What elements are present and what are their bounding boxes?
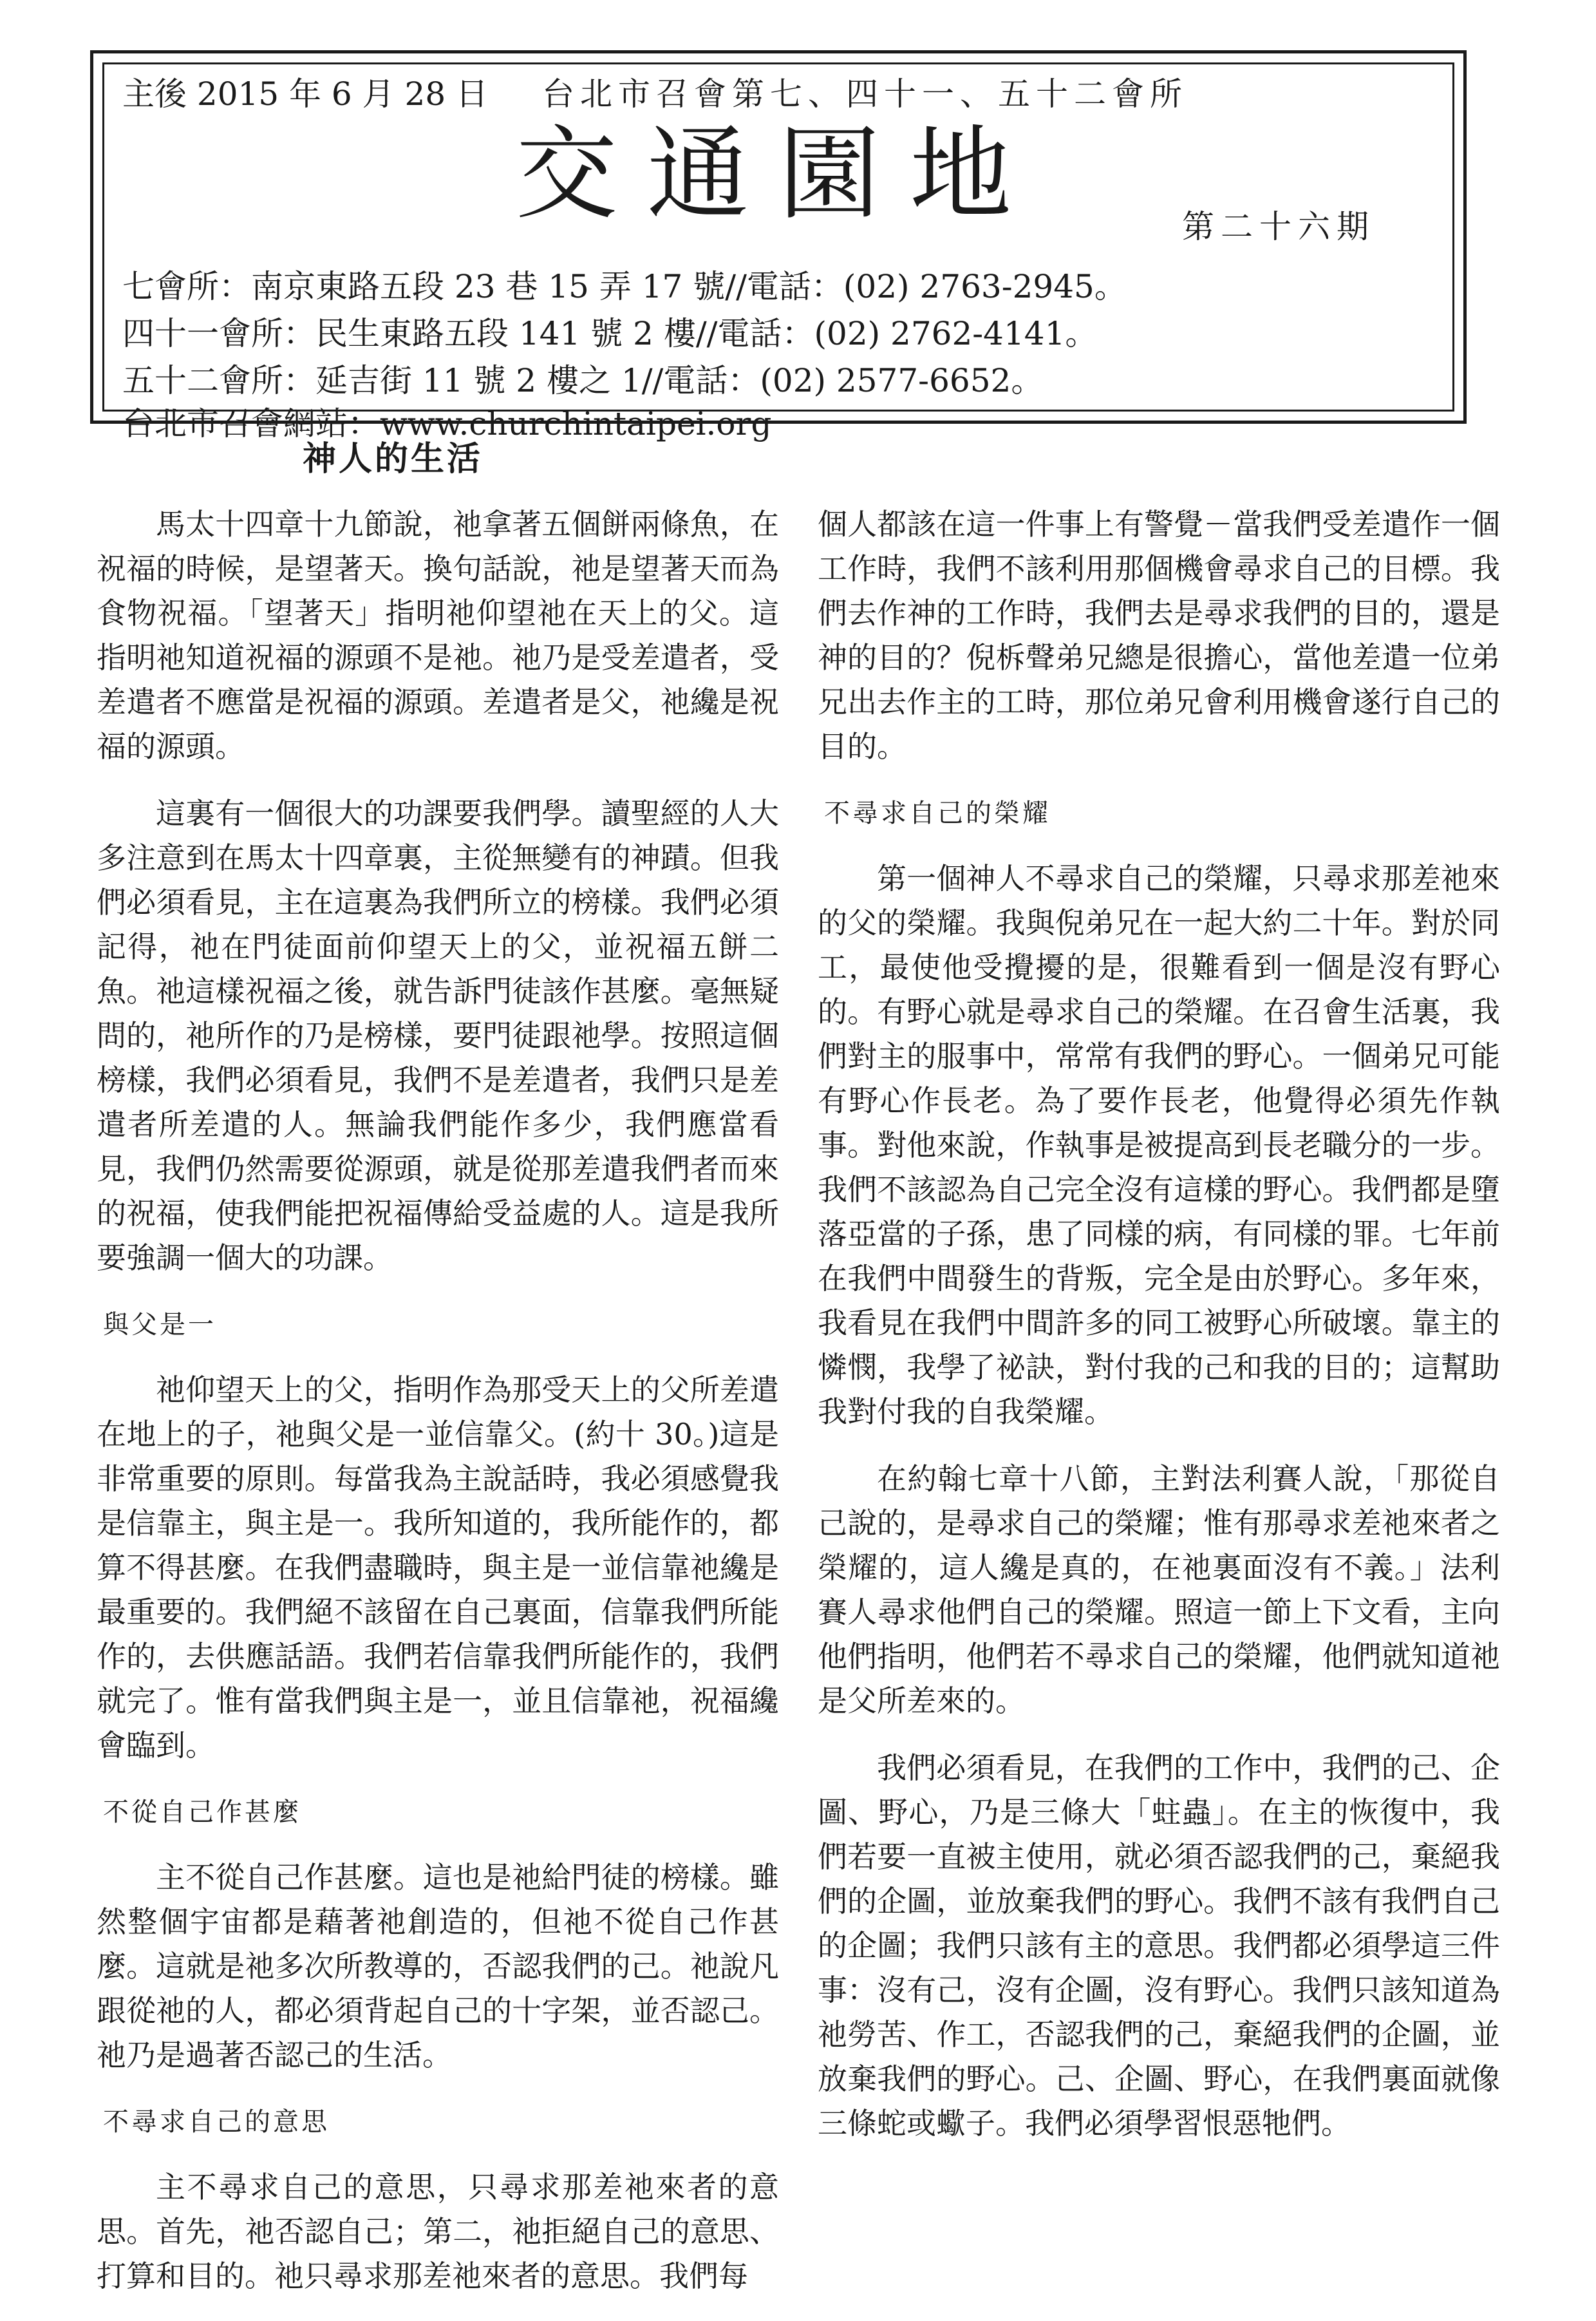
paragraph: 祂仰望天上的父，指明作為那受天上的父所差遣在地上的子，祂與父是一並信靠父。(約十 30。)這是非常重要的原則。每當我為主說話時，我必須感覺我是信靠主，與主是一。我所知道的，我所能作的，都算不得甚麼。在我們盡職時，與主是一並信靠祂纔是最重要的。我們絕不該留在自己裏面，信靠我們所能作的，去供應話語。我們若信靠我們所能作的，我們就完了。惟有當我們與主是一，並且信靠祂，祝福纔會臨到。 xyxy=(97,1372,779,1763)
section-heading: 不尋求自己的榮耀 xyxy=(824,799,1051,828)
section-heading: 不尋求自己的意思 xyxy=(103,2107,330,2137)
masthead-title: 交通園地 xyxy=(516,115,1041,234)
newsletter-header xyxy=(90,50,1467,442)
issue-date: 主後 2015 年 6 月 28 日 xyxy=(122,75,489,113)
paragraph: 這裏有一個很大的功課要我們學。讀聖經的人大多注意到在馬太十四章裏，主從無變有的神蹟。但我們必須看見，主在這裏為我們所立的榜樣。我們必須記得，祂在門徒面前仰望天上的父，並祝福五餅二魚。祂這樣祝福之後，就告訴門徒該作甚麼。毫無疑問的，祂所作的乃是榜樣，要門徒跟祂學。按照這個榜樣，我們必須看見，我們不是差遣者，我們只是差遣者所差遣的人。無論我們能作多少，我們應當看見，我們仍然需要從源頭，就是從那差遣我們者而來的祝福，使我們能把祝福傳給受益處的人。這是我所要強調一個大的功課。 xyxy=(97,796,779,1275)
paragraph: 第一個神人不尋求自己的榮耀，只尋求那差祂來的父的榮耀。我與倪弟兄在一起大約二十年。對於同工，最使他受攪擾的是，很難看到一個是沒有野心的。有野心就是尋求自己的榮耀。在召會生活裏，我們對主的服事中，常常有我們的野心。一個弟兄可能有野心作長老。為了要作長老，他覺得必須先作執事。對他來說，作執事是被提高到長老職分的一步。我們不該認為自己完全沒有這樣的野心。我們都是墮落亞當的子孫，患了同樣的病，有同樣的罪。七年前在我們中間發生的背叛，完全是由於野心。多年來，我看見在我們中間許多的同工被野心所破壞。靠主的憐憫，我學了祕訣，對付我的己和我的目的；這幫助我對付我的自我榮耀。 xyxy=(818,861,1500,1429)
paragraph: 在約翰七章十八節，主對法利賽人說，「那從自己說的，是尋求自己的榮耀；惟有那尋求差祂來者之榮耀的，這人纔是真的，在祂裏面沒有不義。」法利賽人尋求他們自己的榮耀。照這一節上下文看，主向他們指明，他們若不尋求自己的榮耀，他們就知道祂是父所差來的。 xyxy=(818,1461,1500,1718)
issue-number: 第二十六期 xyxy=(1182,208,1375,245)
paragraph: 主不從自己作甚麼。這也是祂給門徒的榜樣。雖然整個宇宙都是藉著祂創造的，但祂不從自己作甚麼。這就是祂多次所教導的，否認我們的己。祂說凡跟從祂的人，都必須背起自己的十字架，並否認己。祂乃是過著否認己的生活。 xyxy=(97,1860,779,2072)
address-hall-7: 七會所：南京東路五段 23 巷 15 弄 17 號//電話：(02) 2763-2945。 xyxy=(122,268,1127,305)
address-hall-41: 四十一會所：民生東路五段 141 號 2 樓//電話：(02) 2762-4141。 xyxy=(122,315,1098,352)
address-hall-52: 五十二會所：延吉街 11 號 2 樓之 1//電話：(02) 2577-6652。 xyxy=(122,362,1044,399)
paragraph: 主不尋求自己的意思，只尋求那差祂來者的意思。首先，祂否認自己；第二，祂拒絕自己的意思、打算和目的。祂只尋求那差祂來者的意思。我們每 xyxy=(97,2170,779,2293)
right-column xyxy=(818,502,1500,2168)
paragraph: 我們必須看見，在我們的工作中，我們的己、企圖、野心，乃是三條大「蛀蟲」。在主的恢復中，我們若要一直被主使用，就必須否認我們的己，棄絕我們的企圖，並放棄我們的野心。我們不該有我們自己的企圖；我們只該有主的意思。我們都必須學這三件事：沒有己，沒有企圖，沒有野心。我們只該知道為祂勞苦、作工，否認我們的己，棄絕我們的企圖，並放棄我們的野心。己、企圖、野心，在我們裏面就像三條蛇或蠍子。我們必須學習恨惡牠們。 xyxy=(818,1750,1500,2141)
article-title: 神人的生活 xyxy=(303,439,483,478)
paragraph-continued: 個人都該在這一件事上有警覺－當我們受差遣作一個工作時，我們不該利用那個機會尋求自己的目標。我們去作神的工作時，我們去是尋求我們的目的，還是神的目的？倪柝聲弟兄總是很擔心，當他差遣一位弟兄出去作主的工時，那位弟兄會利用機會遂行自己的目的。 xyxy=(818,507,1500,764)
paragraph: 馬太十四章十九節說，祂拿著五個餅兩條魚，在祝福的時候，是望著天。換句話說，祂是望著天而為食物祝福。「望著天」指明祂仰望祂在天上的父。這指明祂知道祝福的源頭不是祂。祂乃是受差遣者，受差遣者不應當是祝福的源頭。差遣者是父，祂纔是祝福的源頭。 xyxy=(97,507,779,764)
header-inner-frame xyxy=(102,62,1454,442)
left-column xyxy=(97,502,779,2321)
section-heading: 不從自己作甚麼 xyxy=(103,1797,301,1827)
section-heading: 與父是一 xyxy=(103,1310,216,1340)
website-line: 台北市召會網站：www.churchintaipei.org xyxy=(122,405,772,442)
assemblies-line: 台北市召會第七、四十一、五十二會所 xyxy=(542,75,1188,113)
